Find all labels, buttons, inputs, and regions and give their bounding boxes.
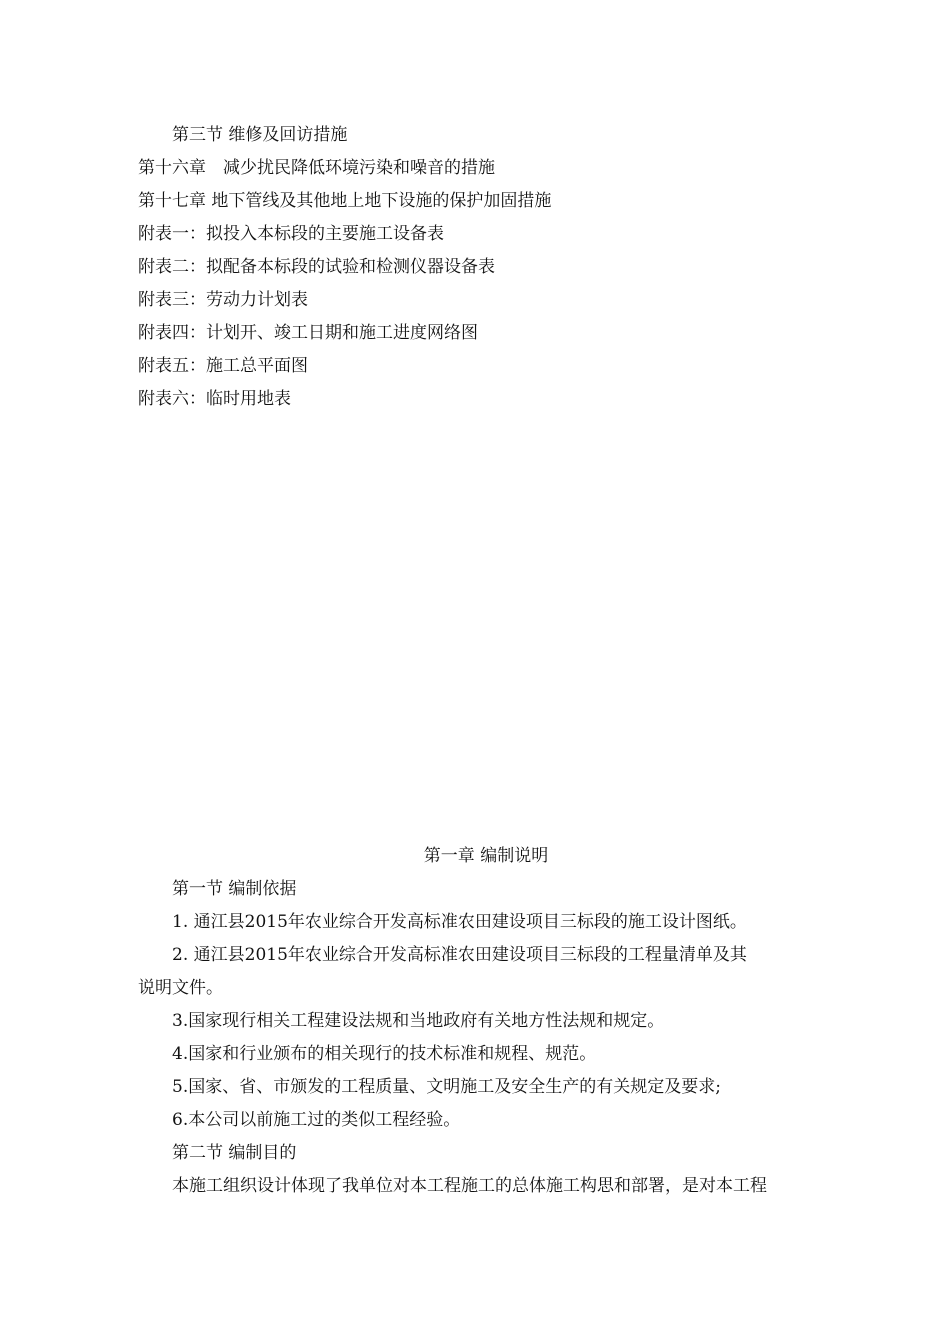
toc-item: 附表二：拟配备本标段的试验和检测仪器设备表: [138, 257, 495, 277]
section-title: 第二节 编制目的: [172, 1143, 297, 1163]
paragraph: 本施工组织设计体现了我单位对本工程施工的总体施工构思和部署，是对本工程: [172, 1176, 767, 1196]
basis-item: 6.本公司以前施工过的类似工程经验。: [172, 1110, 461, 1130]
toc-item: 附表一：拟投入本标段的主要施工设备表: [138, 224, 444, 244]
toc-item: 第十七章 地下管线及其他地上地下设施的保护加固措施: [138, 191, 552, 211]
basis-item: 4.国家和行业颁布的相关现行的技术标准和规程、规范。: [172, 1044, 597, 1064]
section-title: 第一节 编制依据: [172, 879, 297, 899]
toc-item: 第十六章 减少扰民降低环境污染和噪音的措施: [138, 158, 495, 178]
basis-item: 1. 通江县2015年农业综合开发高标准农田建设项目三标段的施工设计图纸。: [172, 912, 747, 932]
basis-item-continued: 说明文件。: [138, 978, 223, 998]
toc-item: 第三节 维修及回访措施: [172, 125, 348, 145]
basis-item: 2. 通江县2015年农业综合开发高标准农田建设项目三标段的工程量清单及其: [172, 945, 747, 965]
toc-item: 附表六：临时用地表: [138, 389, 291, 409]
basis-item: 3.国家现行相关工程建设法规和当地政府有关地方性法规和规定。: [172, 1011, 665, 1031]
toc-item: 附表四：计划开、竣工日期和施工进度网络图: [138, 323, 478, 343]
chapter-title: 第一章 编制说明: [423, 846, 549, 866]
toc-item: 附表三：劳动力计划表: [138, 290, 308, 310]
toc-item: 附表五：施工总平面图: [138, 356, 308, 376]
basis-item: 5.国家、省、市颁发的工程质量、文明施工及安全生产的有关规定及要求;: [172, 1077, 721, 1097]
